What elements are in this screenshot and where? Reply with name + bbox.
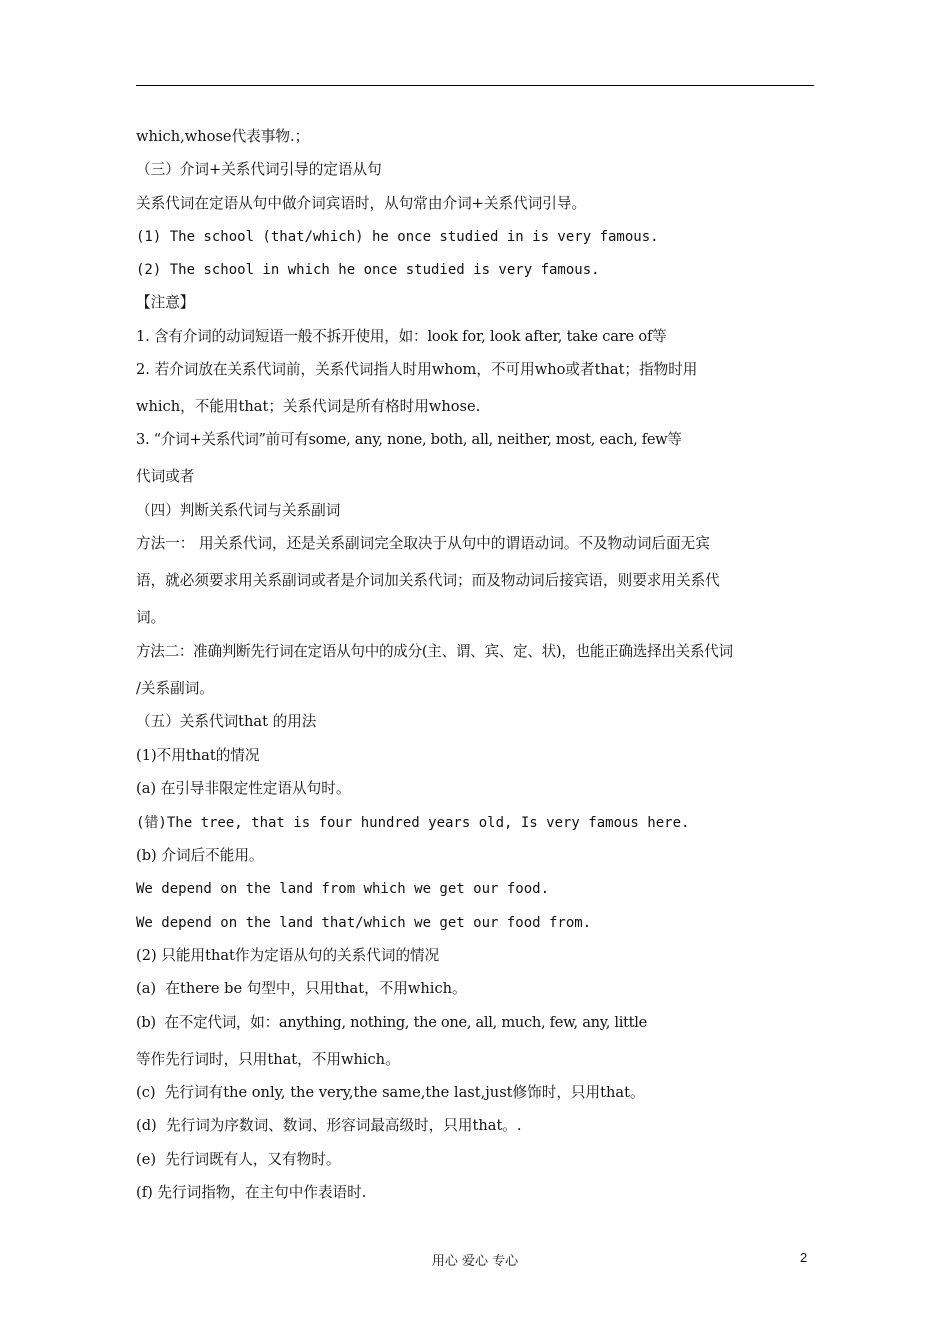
- text-line: which,whose代表事物.；: [136, 128, 310, 145]
- text-line: (e) 先行词既有人，又有物时。: [136, 1151, 341, 1168]
- note-heading: 【注意】: [136, 294, 195, 311]
- example-sentence: (错)The tree, that is four hundred years old, Is very famous here.: [136, 815, 690, 831]
- section-heading: （五）关系代词that 的用法: [136, 713, 317, 730]
- section-heading: （三）介词+关系代词引导的定语从句: [136, 161, 382, 178]
- text-line: (b) 介词后不能用。: [136, 847, 264, 864]
- text-line: (b) 在不定代词，如：anything, nothing, the one, all, much, few, any, little: [136, 1014, 647, 1031]
- page-number: 2: [800, 1250, 808, 1265]
- text-line: 3. “介词+关系代词”前可有some, any, none, both, all, neither, most, each, few等: [136, 431, 682, 448]
- text-line: (d) 先行词为序数词、数词、形容词最高级时，只用that。.: [136, 1117, 522, 1134]
- text-line: 方法二：准确判断先行词在定语从句中的成分(主、谓、宾、定、状)，也能正确选择出关系代词: [136, 643, 733, 660]
- example-sentence: (1) The school (that/which) he once studied in is very famous.: [136, 229, 659, 245]
- text-line: (f) 先行词指物，在主句中作表语时.: [136, 1184, 367, 1201]
- example-sentence: We depend on the land that/which we get our food from.: [136, 915, 592, 931]
- text-line: 等作先行词时，只用that，不用which。: [136, 1051, 400, 1068]
- text-line: 2. 若介词放在关系代词前，关系代词指人时用whom，不可用who或者that；指物时用: [136, 361, 698, 378]
- text-line: (c) 先行词有the only, the very,the same,the last,just修饰时，只用that。: [136, 1084, 645, 1101]
- example-sentence: We depend on the land from which we get our food.: [136, 881, 550, 897]
- header-rule: [136, 85, 814, 86]
- text-line: 语，就必须要求用关系副词或者是介词加关系代词；而及物动词后接宾语，则要求用关系代: [136, 572, 720, 589]
- text-line: 1. 含有介词的动词短语一般不拆开使用，如：look for, look after, take care of等: [136, 328, 667, 345]
- text-line: (2) 只能用that作为定语从句的关系代词的情况: [136, 947, 440, 964]
- section-heading: （四）判断关系代词与关系副词: [136, 502, 341, 519]
- text-line: 词。: [136, 609, 166, 626]
- text-line: (a) 在引导非限定性定语从句时。: [136, 780, 351, 797]
- text-line: 方法一： 用关系代词，还是关系副词完全取决于从句中的谓语动词。不及物动词后面无宾: [136, 535, 710, 552]
- footer-motto: 用心 爱心 专心: [431, 1254, 519, 1269]
- example-sentence: (2) The school in which he once studied is very famous.: [136, 262, 600, 278]
- text-line: (a) 在there be 句型中，只用that，不用which。: [136, 980, 467, 997]
- text-line: (1)不用that的情况: [136, 747, 260, 764]
- text-line: /关系副词。: [136, 680, 214, 697]
- text-line: 代词或者: [136, 468, 195, 485]
- text-line: 关系代词在定语从句中做介词宾语时，从句常由介词+关系代词引导。: [136, 195, 587, 212]
- text-line: which，不能用that；关系代词是所有格时用whose.: [136, 398, 481, 415]
